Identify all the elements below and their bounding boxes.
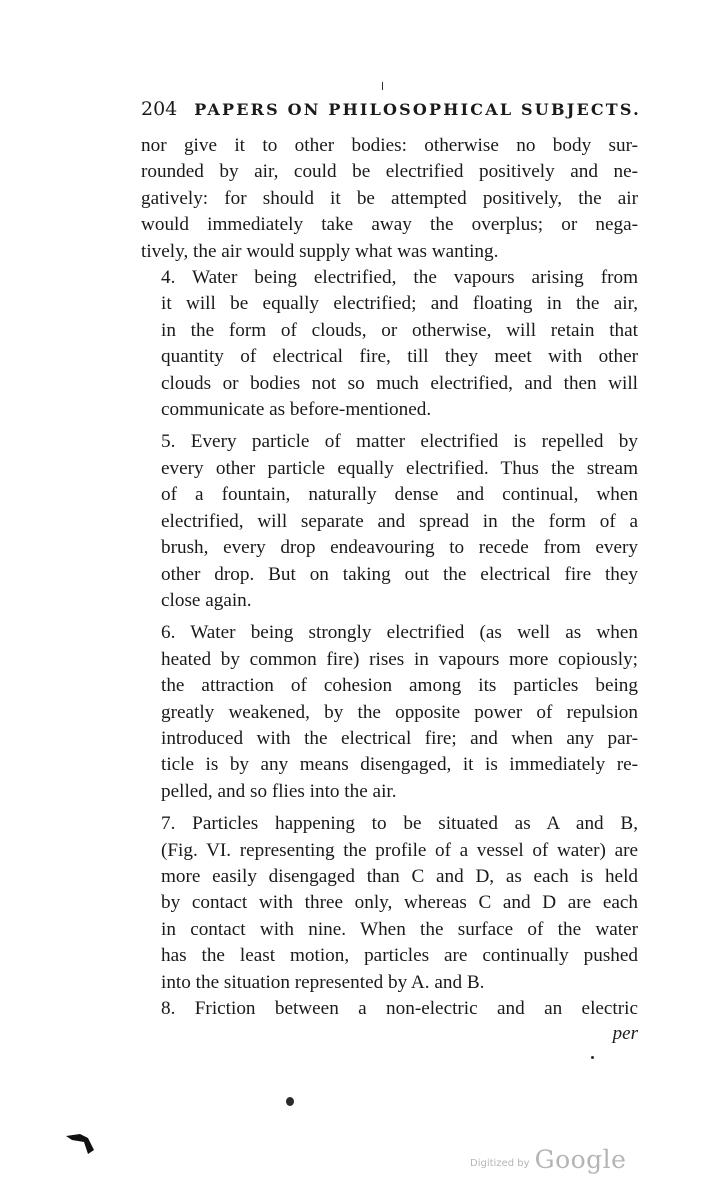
paragraph-6 [141, 620, 638, 805]
page-corner-mark [66, 1128, 96, 1156]
page-number: 204 [141, 98, 178, 120]
text-line: in the form of clouds, or otherwise, will retain that [161, 319, 638, 341]
text-line: brush, every drop endeavouring to recede from every [161, 537, 638, 559]
ink-speck [286, 1097, 294, 1106]
ink-speck [382, 82, 383, 90]
digitized-footer [470, 1145, 670, 1174]
paragraph-continued [141, 133, 638, 265]
text-line: more easily disengaged than C and D, as each is held [161, 865, 638, 887]
text-line: nor give it to other bodies: otherwise no body sur- [141, 135, 638, 156]
text-line: 8. Friction between a non-electric and an electric [161, 998, 638, 1019]
text-line: communicate as before-mentioned. [161, 399, 432, 421]
text-line: clouds or bodies not so much electrified, and then will [161, 372, 638, 394]
paragraph-8 [141, 996, 638, 1022]
text-line: heated by common fire) rises in vapours more copiously; [161, 648, 638, 670]
text-line: ticle is by any means disengaged, it is immediately re- [161, 754, 638, 776]
text-line: into the situation represented by A. and B. [161, 971, 485, 993]
text-line: it will be equally electrified; and floating in the air, [161, 293, 638, 315]
paragraph-5 [141, 429, 638, 614]
catchword: per [612, 1023, 638, 1044]
text-line: introduced with the electrical fire; and when any par- [161, 727, 638, 749]
text-line: rounded by air, could be electrified positively and ne- [141, 161, 638, 183]
text-line: tively, the air would supply what was wanting. [141, 240, 499, 262]
text-line: by contact with three only, whereas C and D are each [161, 892, 638, 914]
text-line: 7. Particles happening to be situated as A and B, [161, 813, 638, 835]
text-line: every other particle equally electrified. Thus the stream [161, 457, 638, 479]
text-line: in contact with nine. When the surface of the water [161, 918, 638, 940]
text-line: would immediately take away the overplus; or nega- [141, 214, 638, 236]
text-line: electrified, will separate and spread in the form of a [161, 510, 638, 532]
text-line: 5. Every particle of matter electrified is repelled by [161, 431, 638, 453]
text-line: the attraction of cohesion among its particles being [161, 675, 638, 697]
running-header [141, 98, 641, 120]
text-line: close again. [161, 589, 252, 611]
google-logo: Google [534, 1145, 627, 1174]
text-line: other drop. But on taking out the electrical fire they [161, 563, 638, 585]
text-line: greatly weakened, by the opposite power of repulsion [161, 701, 638, 723]
body-text [141, 133, 638, 1022]
text-line: pelled, and so flies into the air. [161, 780, 397, 802]
text-line: gatively: for should it be attempted positively, the air [141, 187, 638, 209]
text-line: has the least motion, particles are continually pushed [161, 945, 638, 967]
text-line: (Fig. VI. representing the profile of a vessel of water) are [161, 839, 638, 861]
text-line: 6. Water being strongly electrified (as well as when [161, 622, 638, 644]
running-title: PAPERS ON PHILOSOPHICAL SUBJECTS. [194, 100, 641, 119]
text-line: 4. Water being electrified, the vapours arising from [161, 267, 638, 289]
digitized-label: Digitized by [470, 1158, 530, 1169]
paragraph-4 [141, 265, 638, 423]
text-line: quantity of electrical fire, till they meet with other [161, 346, 638, 368]
paragraph-7 [141, 811, 638, 996]
text-line: of a fountain, naturally dense and continual, when [161, 484, 638, 506]
ink-speck [591, 1056, 594, 1059]
